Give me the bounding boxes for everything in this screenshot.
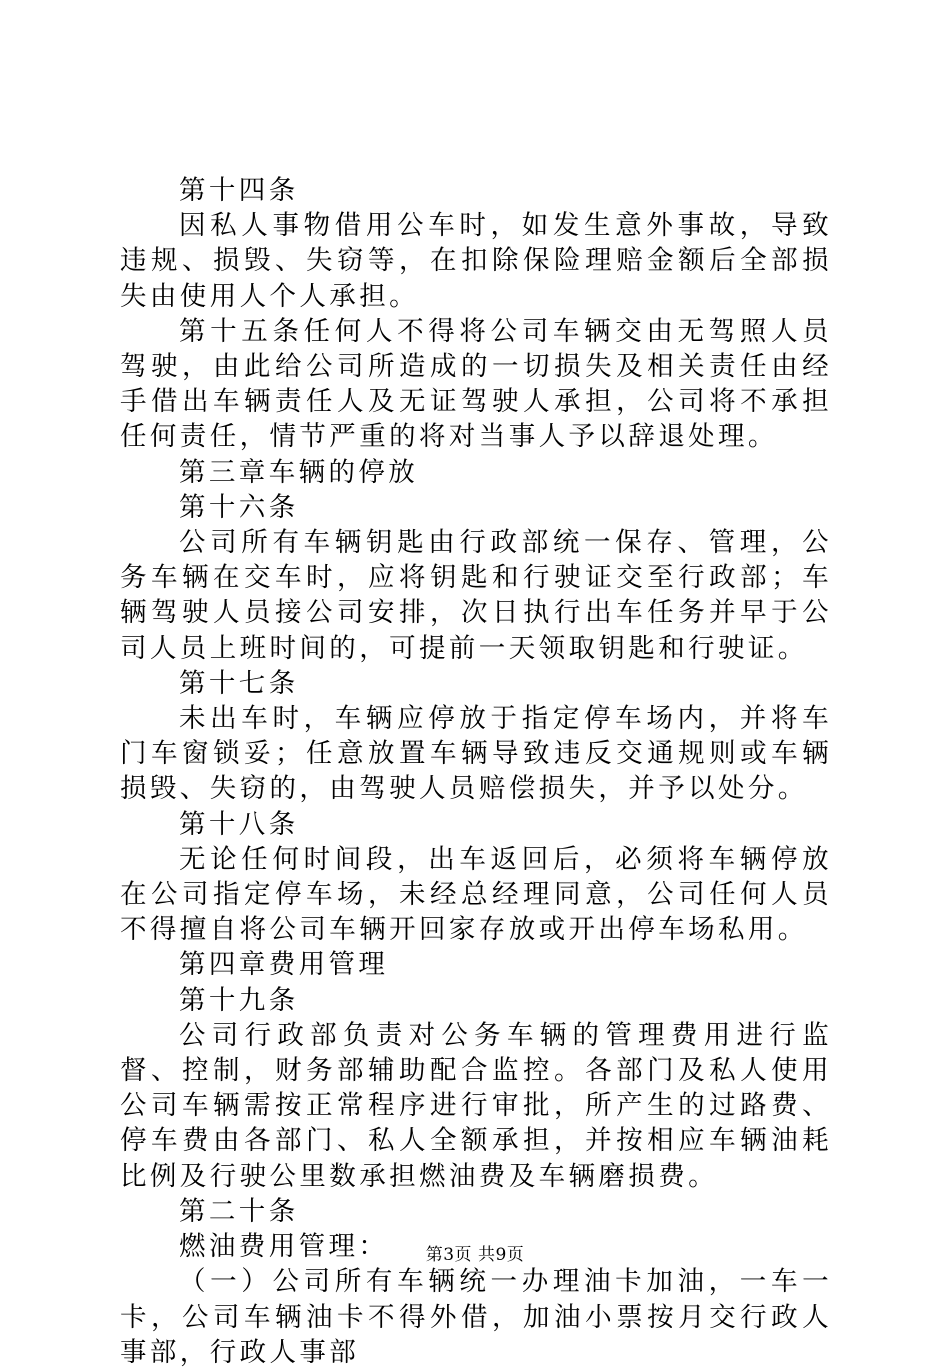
article-paragraph: 公司所有车辆钥匙由行政部统一保存、管理，公务车辆在交车时，应将钥匙和行驶证交至行政部；车辆驾驶人员接公司安排，次日执行出车任务并早于公司人员上班时间的，可提前一天领取钥匙和行驶证。 xyxy=(120,527,832,664)
article-paragraph: （一）公司所有车辆统一办理油卡加油，一车一卡，公司车辆油卡不得外借，加油小票按月交行政人事部，行政人事部 xyxy=(120,1266,832,1368)
article-paragraph: 燃油费用管理： xyxy=(179,1231,389,1263)
article-heading-16: 第十六条 xyxy=(179,491,299,523)
article-heading-14: 第十四条 xyxy=(179,175,299,206)
article-heading-20: 第二十条 xyxy=(179,1195,299,1227)
document-body xyxy=(120,173,832,1370)
chapter-heading-3: 第三章车辆的停放 xyxy=(179,456,419,488)
article-paragraph: 因私人事物借用公车时，如发生意外事故，导致违规、损毁、失窃等，在扣除保险理赔金额后全部损失由使用人个人承担。 xyxy=(120,210,832,312)
article-paragraph: 无论任何时间段，出车返回后，必须将车辆停放在公司指定停车场，未经总经理同意，公司任何人员不得擅自将公司车辆开回家存放或开出停车场私用。 xyxy=(120,843,832,946)
article-paragraph: 未出车时，车辆应停放于指定停车场内，并将车门车窗锁妥；任意放置车辆导致违反交通规则或车辆损毁、失窃的，由驾驶人员赔偿损失，并予以处分。 xyxy=(120,703,832,805)
article-heading-18: 第十八条 xyxy=(179,808,299,840)
article-heading-19: 第十九条 xyxy=(179,984,299,1016)
chapter-heading-4: 第四章费用管理 xyxy=(179,949,389,981)
article-paragraph: 第十五条任何人不得将公司车辆交由无驾照人员驾驶，由此给公司所造成的一切损失及相关责任由经手借出车辆责任人及无证驾驶人承担，公司将不承担任何责任，情节严重的将对当事人予以辞退处理。 xyxy=(120,315,832,453)
page-number-footer: 第3页 共9页 xyxy=(425,1245,525,1265)
article-paragraph: 公司行政部负责对公务车辆的管理费用进行监督、控制，财务部辅助配合监控。各部门及私人使用公司车辆需按正常程序进行审批，所产生的过路费、停车费由各部门、私人全额承担，并按相应车辆油耗比例及行驶公里数承担燃油费及车辆磨损费。 xyxy=(120,1019,832,1192)
article-heading-17: 第十七条 xyxy=(179,667,299,699)
